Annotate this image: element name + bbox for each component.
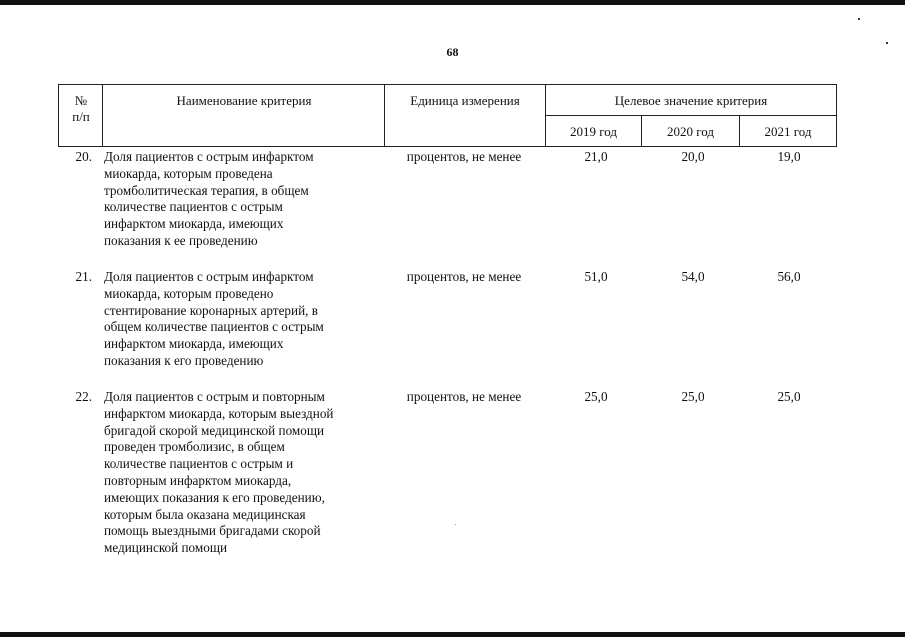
- criterion-line: Доля пациентов с острым инфарктом: [104, 149, 314, 164]
- criterion-line: общем количестве пациентов с острым: [104, 319, 324, 335]
- criterion-line: медицинской помощи: [104, 540, 228, 556]
- header-year-label: 2021 год: [764, 124, 812, 139]
- header-year-2021: [739, 115, 837, 147]
- criterion-line: миокарда, которым проведено: [104, 285, 274, 301]
- criterion-line: инфарктом миокарда, которым выездной: [104, 405, 334, 421]
- value-2020: 25,0: [681, 389, 705, 404]
- header-name-label: Наименование критерия: [176, 93, 312, 108]
- criterion-line: инфарктом миокарда, имеющих: [104, 336, 284, 352]
- header-year-label: 2020 год: [667, 124, 714, 139]
- header-target-cell: [545, 84, 837, 116]
- header-num-label-2: п/п: [72, 109, 90, 124]
- criterion-line: Доля пациентов с острым инфарктом: [104, 269, 314, 284]
- scan-speck: [455, 524, 456, 525]
- page-number: 68: [446, 45, 459, 59]
- unit-text: процентов, не менее: [406, 149, 522, 164]
- header-num-label-1: №: [74, 93, 88, 108]
- criterion-line: имеющих показания к его проведению,: [104, 489, 325, 505]
- criterion-text: [104, 149, 379, 250]
- criterion-line: показания к его проведению: [104, 352, 264, 368]
- criterion-text: [104, 389, 379, 557]
- criterion-line: количестве пациентов с острым и: [104, 456, 294, 472]
- scan-speck: [858, 18, 860, 20]
- scan-border-bottom: [0, 632, 905, 637]
- header-year-2019: [545, 115, 642, 147]
- criterion-line: повторным инфарктом миокарда,: [104, 472, 292, 488]
- unit-text: процентов, не менее: [406, 269, 522, 284]
- criterion-line: тромболитическая терапия, в общем: [104, 182, 309, 198]
- value-2019: 25,0: [584, 389, 608, 404]
- value-2019: 21,0: [584, 149, 608, 164]
- header-target-label: Целевое значение критерия: [614, 93, 768, 108]
- value-2020: 54,0: [681, 269, 705, 284]
- row-number: 20.: [75, 149, 92, 164]
- scan-border-top: [0, 0, 905, 5]
- criterion-line: которым была оказана медицинская: [104, 506, 306, 522]
- header-year-2020: [641, 115, 740, 147]
- value-2019: 51,0: [584, 269, 608, 284]
- unit-text: процентов, не менее: [406, 389, 522, 404]
- value-2021: 56,0: [777, 269, 801, 284]
- header-num-cell: [58, 84, 103, 147]
- criterion-line: стентирование коронарных артерий, в: [104, 302, 318, 318]
- criterion-text: [104, 269, 379, 370]
- value-2020: 20,0: [681, 149, 705, 164]
- header-year-label: 2019 год: [570, 124, 617, 139]
- value-2021: 25,0: [777, 389, 801, 404]
- criterion-line: бригадой скорой медицинской помощи: [104, 422, 325, 438]
- header-name-cell: [102, 84, 385, 147]
- row-number: 22.: [75, 389, 92, 404]
- criterion-line: Доля пациентов с острым и повторным: [104, 389, 325, 404]
- row-number: 21.: [75, 269, 92, 284]
- criterion-line: проведен тромболизис, в общем: [104, 439, 285, 455]
- criterion-line: инфарктом миокарда, имеющих: [104, 216, 284, 232]
- value-2021: 19,0: [777, 149, 801, 164]
- criterion-line: помощь выездными бригадами скорой: [104, 523, 321, 539]
- scan-speck: [886, 42, 888, 44]
- criterion-line: количестве пациентов с острым: [104, 199, 283, 215]
- header-unit-cell: [384, 84, 546, 147]
- header-unit-label: Единица измерения: [410, 93, 520, 108]
- criterion-line: показания к ее проведению: [104, 232, 258, 248]
- criterion-line: миокарда, которым проведена: [104, 165, 273, 181]
